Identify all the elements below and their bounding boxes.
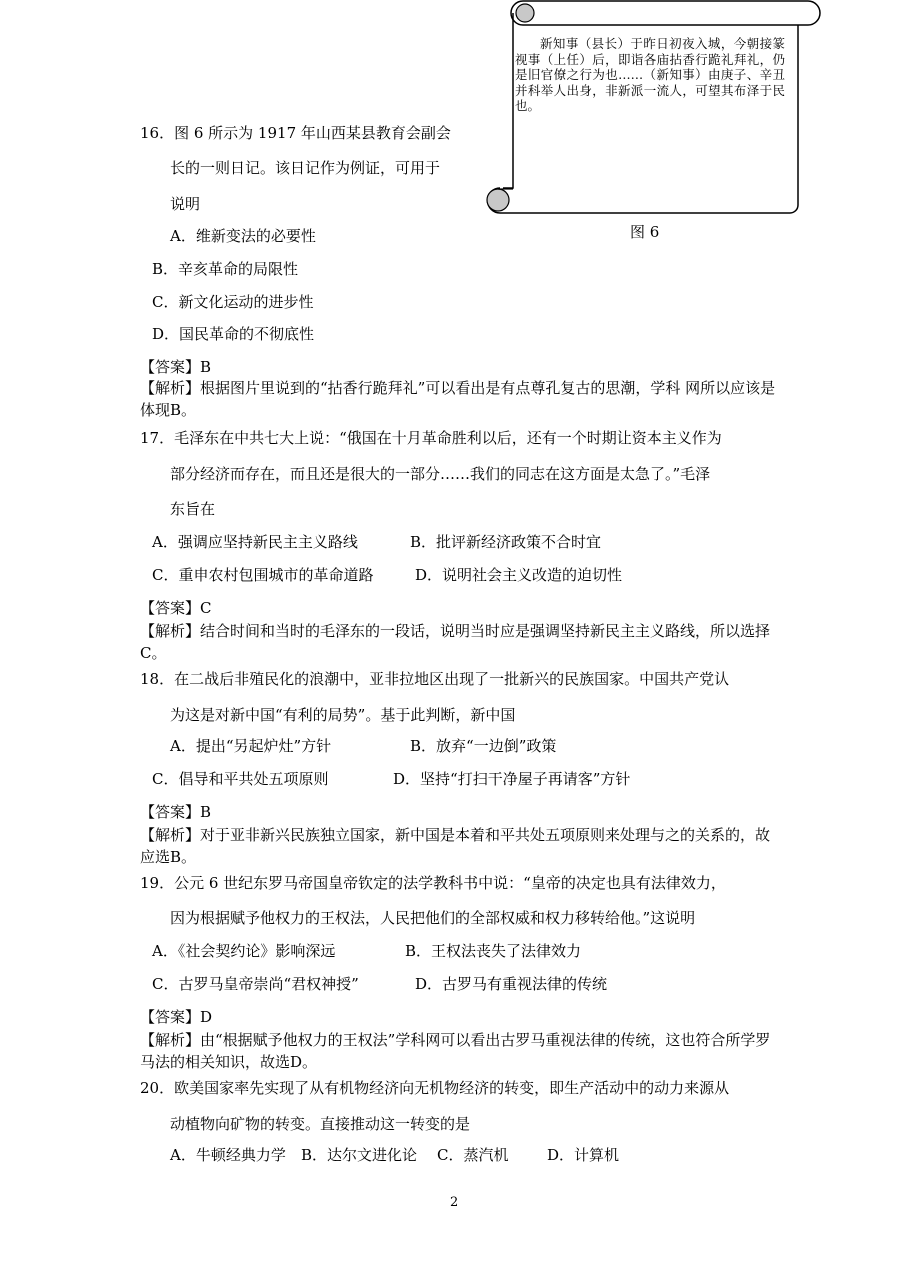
q18-stem-line1: 18．在二战后非殖民化的浪潮中，亚非拉地区出现了一批新兴的民族国家。中国共产党认	[140, 670, 730, 688]
q16-option-a: A．维新变法的必要性	[170, 227, 316, 245]
q16-option-d: D．国民革命的不彻底性	[152, 325, 315, 343]
q17-stem-line2: 部分经济而存在，而且还是很大的一部分……我们的同志在这方面是太急了。”毛泽	[170, 465, 711, 483]
q19-answer: 【答案】D	[140, 1008, 213, 1026]
q19-explanation: 【解析】由“根据赋予他权力的王权法”学科网可以看出古罗马重视法律的传统，这也符合所学罗马法的相关知识，故选D。	[140, 1031, 771, 1071]
q17-answer: 【答案】C	[140, 599, 212, 617]
q18-stem-line2: 为这是对新中国“有利的局势”。基于此判断，新中国	[170, 706, 516, 724]
q17-stem-line3: 东旨在	[170, 500, 216, 518]
q18-answer: 【答案】B	[140, 803, 212, 821]
q17-option-c: C．重申农村包围城市的革命道路	[152, 566, 374, 584]
q16-stem-line3: 说明	[170, 195, 201, 213]
q20-option-a: A．牛顿经典力学	[170, 1146, 286, 1164]
figure-caption: 图 6	[630, 223, 660, 241]
q18-explanation: 【解析】对于亚非新兴民族独立国家，新中国是本着和平共处五项原则来处理与之的关系的，故应选B。	[140, 826, 771, 866]
q16-stem-line1: 16．图 6 所示为 1917 年山西某县教育会副会	[140, 124, 451, 142]
q18-option-c: C．倡导和平共处五项原则	[152, 770, 329, 788]
q19-option-d: D．古罗马有重视法律的传统	[415, 975, 608, 993]
q17-explanation: 【解析】结合时间和当时的毛泽东的一段话，说明当时应是强调坚持新民主主义路线，所以选择C。	[140, 622, 771, 662]
q18-option-a: A．提出“另起炉灶”方针	[170, 737, 332, 755]
q16-stem-line2: 长的一则日记。该日记作为例证，可用于	[170, 159, 441, 177]
q18-option-d: D．坚持“打扫干净屋子再请客”方针	[393, 770, 631, 788]
q19-option-b: B．王权法丧失了法律效力	[405, 942, 582, 960]
q20-stem-line2: 动植物向矿物的转变。直接推动这一转变的是	[170, 1115, 471, 1133]
q17-option-a: A．强调应坚持新民主主义路线	[152, 533, 358, 551]
q19-option-c: C．古罗马皇帝崇尚“君权神授”	[152, 975, 359, 993]
q20-option-b: B．达尔文进化论	[301, 1146, 418, 1164]
q20-option-c: C．蒸汽机	[437, 1146, 509, 1164]
q16-explanation: 【解析】根据图片里说到的“拈香行跪拜礼”可以看出是有点尊孔复古的思潮，学科 网所以应该是体现B。	[140, 379, 776, 419]
scroll-text: 新知事（县长）于昨日初夜入城，今朝接篆视事（上任）后，即诣各庙拈香行跪礼拜礼，仍是旧官僚之行为也……（新知事）由庚子、辛丑并科举人出身，非新派一流人，可望其布泽于民也。	[515, 36, 785, 113]
q20-stem-line1: 20．欧美国家率先实现了从有机物经济向无机物经济的转变，即生产活动中的动力来源从	[140, 1079, 730, 1097]
q19-option-a: A．《社会契约论》影响深远	[152, 942, 336, 960]
page-number: 2	[450, 1195, 459, 1210]
q19-stem-line1: 19．公元 6 世纪东罗马帝国皇帝钦定的法学教科书中说：“皇帝的决定也具有法律效力，	[140, 874, 726, 892]
q17-option-d: D．说明社会主义改造的迫切性	[415, 566, 623, 584]
q19-stem-line2: 因为根据赋予他权力的王权法，人民把他们的全部权威和权力移转给他。”这说明	[170, 909, 696, 927]
q16-option-b: B．辛亥革命的局限性	[152, 260, 299, 278]
q17-option-b: B．批评新经济政策不合时宜	[410, 533, 602, 551]
q18-option-b: B．放弃“一边倒”政策	[410, 737, 557, 755]
q17-stem-line1: 17．毛泽东在中共七大上说：“俄国在十月革命胜利以后，还有一个时期让资本主义作为	[140, 429, 722, 447]
q16-answer: 【答案】B	[140, 358, 212, 376]
q16-option-c: C．新文化运动的进步性	[152, 293, 314, 311]
q20-option-d: D．计算机	[547, 1146, 620, 1164]
